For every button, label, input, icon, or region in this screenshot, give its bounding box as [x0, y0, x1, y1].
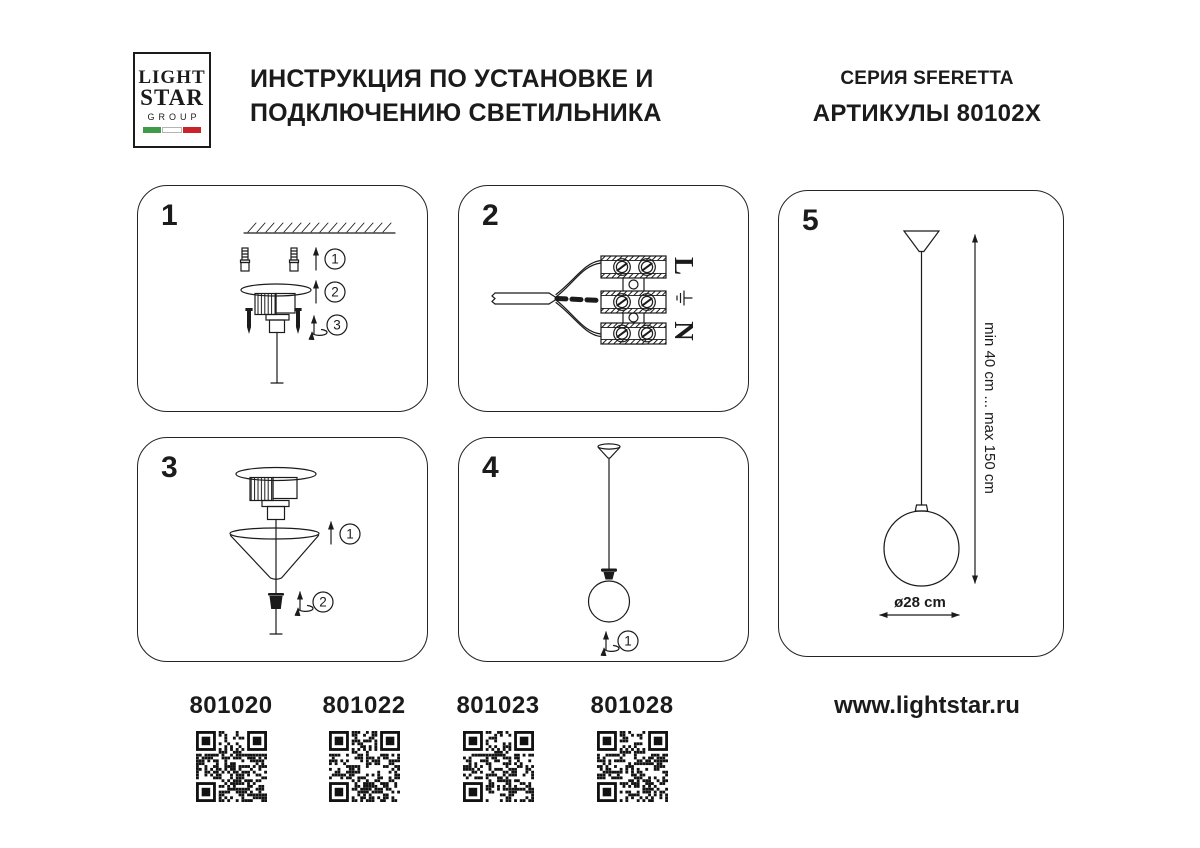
screw	[245, 308, 252, 334]
logo-word: LIGHT	[138, 66, 206, 88]
step-marker-1	[325, 249, 345, 269]
panel-step-1	[137, 185, 428, 412]
logo-word: GROUP	[147, 111, 201, 122]
article-number: 801022	[322, 692, 406, 719]
ceiling-hatch	[244, 223, 395, 233]
svg-text:3: 3	[333, 317, 341, 333]
svg-text:1: 1	[331, 251, 339, 267]
label-live: L	[669, 256, 699, 276]
wire-neutral	[556, 300, 601, 337]
panel-5-diagram	[779, 191, 1062, 655]
qr-code	[329, 731, 400, 802]
step-marker-1	[340, 524, 360, 544]
panel-step-3	[137, 437, 428, 662]
sphere-fitting	[915, 505, 927, 511]
qr-code	[597, 731, 668, 802]
title-line-2: ПОДКЛЮЧЕНИЮ СВЕТИЛЬНИКА	[250, 99, 662, 127]
glass-sphere	[884, 511, 959, 586]
panel-step-2	[458, 185, 749, 412]
panel-number: 3	[161, 451, 178, 484]
mounting-plate	[241, 284, 311, 383]
panel-number: 1	[161, 199, 178, 232]
articles-code: АРТИКУЛЫ 80102X	[812, 100, 1042, 127]
article-number: 801020	[189, 692, 273, 719]
panel-2-diagram	[459, 186, 747, 410]
panel-number: 2	[482, 199, 499, 232]
svg-text:2: 2	[331, 284, 339, 300]
cone-canopy	[598, 444, 620, 458]
step-marker-3	[327, 315, 347, 335]
panel-step-5	[778, 190, 1064, 657]
step-marker-2	[325, 282, 345, 302]
panel-4-diagram	[459, 438, 747, 660]
panel-3-diagram	[138, 438, 426, 660]
flag-white	[162, 127, 182, 133]
lamp-holder	[601, 569, 617, 580]
mounting-plate	[236, 468, 316, 520]
svg-text:1: 1	[624, 633, 632, 649]
glass-sphere	[589, 581, 630, 622]
article-item	[448, 692, 548, 802]
cone-canopy	[904, 231, 939, 252]
qr-code	[463, 731, 534, 802]
series-name: СЕРИЯ SFERETTA	[840, 68, 1014, 89]
flag-red	[183, 127, 201, 133]
page-title	[250, 62, 662, 130]
cone-canopy	[230, 528, 319, 579]
lightstar-logo	[133, 52, 211, 148]
panel-1-diagram	[138, 186, 426, 410]
wall-anchor	[290, 248, 299, 271]
cord	[270, 609, 282, 634]
diameter-label: ø28 cm	[894, 594, 946, 611]
article-number: 801028	[590, 692, 674, 719]
earth-symbol-icon	[677, 291, 692, 305]
power-cable	[492, 293, 556, 304]
label-neutral: N	[669, 321, 699, 341]
article-item	[181, 692, 281, 802]
title-line-1: ИНСТРУКЦИЯ ПО УСТАНОВКЕ И	[250, 65, 654, 93]
article-number: 801023	[456, 692, 540, 719]
series-block	[786, 68, 1068, 128]
wire-earth	[557, 299, 601, 301]
cord-grip	[268, 593, 284, 609]
rotate-arrow-icon	[298, 592, 313, 611]
website-link: www.lightstar.ru	[834, 692, 1020, 719]
article-item	[314, 692, 414, 802]
svg-text:1: 1	[346, 526, 354, 542]
step-marker-2	[313, 592, 333, 612]
wire-live	[556, 261, 601, 298]
terminal-block	[601, 256, 666, 344]
article-item	[582, 692, 682, 802]
rotate-arrow-icon	[604, 632, 619, 651]
qr-code	[196, 731, 267, 802]
step-marker-1	[618, 631, 638, 651]
height-dimension-label: min 40 cm ... max 150 cm	[981, 322, 998, 494]
wall-anchor	[241, 248, 250, 271]
panel-step-4	[458, 437, 749, 662]
svg-text:2: 2	[319, 594, 327, 610]
logo-word: STAR	[140, 84, 204, 110]
flag-green	[143, 127, 161, 133]
panel-number: 4	[482, 451, 499, 484]
italian-flag-bar	[143, 127, 201, 133]
panel-number: 5	[802, 204, 819, 237]
rotate-arrow-icon	[312, 316, 327, 335]
